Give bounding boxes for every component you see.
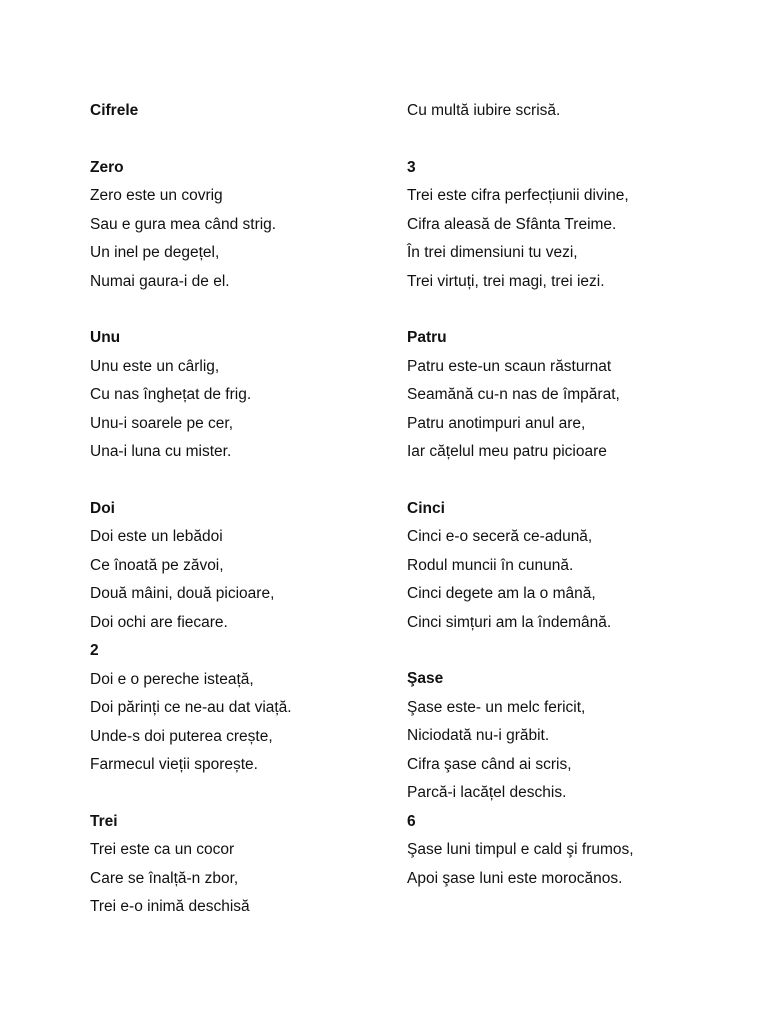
stanza-trei-2 [407,154,707,297]
stanza-sase [407,665,707,893]
right-column [407,97,707,893]
spacer [407,467,707,495]
stanza-patru [407,324,707,467]
stanza-heading: Zero [90,158,124,176]
verse-line: Unu este un cârlig, [90,357,220,375]
verse-line: Seamănă cu-n nas de împărat, [407,386,620,403]
spacer [407,126,707,154]
verse-line: Cinci e-o seceră ce-adună, [407,528,593,545]
verse-line: Rodul muncii în cunună. [407,556,574,574]
verse-line-continued: Cu multă iubire scrisă. [407,102,561,119]
stanza-heading: Patru [407,329,447,346]
verse-line: Farmecul vieții sporește. [90,756,258,773]
verse-line: Apoi şase luni este morocănos. [407,869,623,887]
verse-line: Două mâini, două picioare, [90,585,275,602]
stanza-heading: Unu [90,329,121,346]
spacer [90,296,390,324]
stanza-heading: 3 [407,158,416,176]
verse-line: Trei este ca un cocor [90,841,235,858]
verse-line: Cinci degete am la o mână, [407,585,596,602]
stanza-subheading: 6 [407,812,416,830]
stanza-cinci [407,495,707,638]
spacer [90,126,390,154]
verse-line: Trei este cifra perfecțiunii divine, [407,187,629,204]
verse-line: Doi este un lebădoi [90,528,223,545]
stanza-heading: Cinci [407,499,445,517]
verse-line: Unu-i soarele pe cer, [90,414,234,432]
verse-line: Niciodată nu-i grăbit. [407,727,550,744]
stanza-heading: Doi [90,499,115,517]
verse-line: Una-i luna cu mister. [90,443,232,460]
verse-line: Patru anotimpuri anul are, [407,414,586,432]
verse-line: Cifra aleasă de Sfânta Treime. [407,215,617,233]
verse-line: Sau e gura mea când strig. [90,215,277,233]
verse-line: Parcă-i lacățel deschis. [407,784,567,801]
verse-line: Trei e-o inimă deschisă [90,898,250,915]
verse-line: În trei dimensiuni tu vezi, [407,244,578,261]
stanza-zero [90,154,390,297]
stanza-heading: Şase [407,670,444,687]
verse-line: Iar cățelul meu patru picioare [407,443,607,460]
stanza-subheading: 2 [90,642,99,659]
verse-line: Unde-s doi puterea crește, [90,727,273,745]
verse-line: Şase este- un melc fericit, [407,698,586,716]
verse-line: Doi ochi are fiecare. [90,613,228,631]
stanza-unu [90,324,390,467]
stanza-heading: Trei [90,812,118,830]
spacer [407,637,707,665]
verse-line: Cu nas înghețat de frig. [90,386,252,403]
verse-line: Şase luni timpul e cald şi frumos, [407,841,634,858]
verse-line: Ce înoată pe zăvoi, [90,556,224,574]
verse-line: Un inel pe degețel, [90,244,220,261]
spacer [90,467,390,495]
verse-line: Doi părinți ce ne-au dat viață. [90,699,292,716]
verse-line: Numai gaura-i de el. [90,272,230,290]
poem-title: Cifrele [90,102,139,119]
verse-line: Zero este un covrig [90,187,223,204]
spacer [90,780,390,808]
verse-line: Cinci simțuri am la îndemână. [407,613,612,631]
stanza-trei [90,808,390,922]
left-column [90,97,390,922]
verse-line: Patru este-un scaun răsturnat [407,357,612,375]
verse-line: Care se înalță-n zbor, [90,869,239,887]
spacer [407,296,707,324]
verse-line: Trei virtuți, trei magi, trei iezi. [407,272,605,290]
verse-line: Cifra şase când ai scris, [407,755,572,773]
verse-line: Doi e o pereche isteață, [90,670,254,688]
stanza-doi [90,495,390,780]
